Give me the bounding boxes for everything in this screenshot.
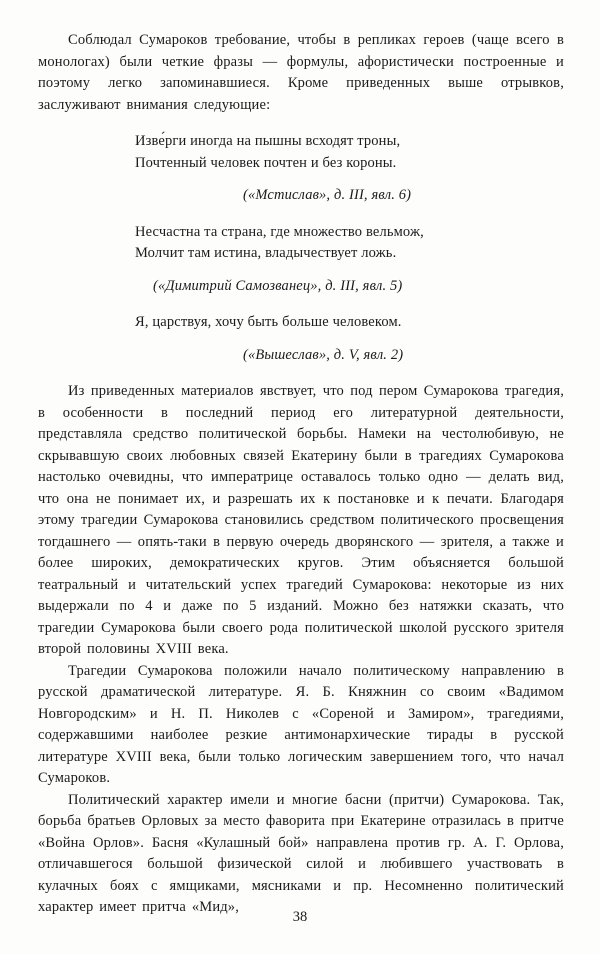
verse-quote (135, 312, 564, 366)
verse-line: Изве́рги иногда на пышны всходят троны, (135, 133, 401, 149)
verse-line: Я, царствуя, хочу быть больше человеком. (135, 314, 402, 330)
page-number: 38 (292, 908, 308, 925)
body-paragraph: Соблюдал Сумароков требование, чтобы в репликах героев (чаще всего в монологах) были четкие фразы — формулы, афористически построенные и поэтому легко запоминавшиеся. Кроме приведенных выше отрывков, заслуживают внимания следующие: (38, 32, 564, 113)
verse-line: Почтенный человек почтен и без короны. (135, 154, 397, 171)
verse-line: Молчит там истина, владычествует ложь. (135, 245, 397, 261)
verse-attribution: («Вышеслав», д. V, явл. 2) (243, 346, 404, 363)
verse-quote (135, 222, 564, 298)
verse-attribution: («Мстислав», д. III, явл. 6) (243, 187, 412, 203)
body-paragraph: Политический характер имели и многие басни (притчи) Сумарокова. Так, борьба братьев Орловых за место фаворита при Екатерине отразилась в притче «Война Орлов». Басня «Кулашный бой» направлена против гр. А. Г. Орлова, отличавшегося большой физической силой и любившего участвовать в кулачных боях с ямщиками, мясниками и пр. Несомненно политический характер имеет притча «Мид», (38, 791, 564, 915)
verse-line: Несчастна та страна, где множество вельмож, (135, 223, 424, 240)
body-paragraph: Из приведенных материалов явствует, что под пером Сумарокова трагедия, в особенности в последний период его литературной деятельности, представляла средство политической борьбы. Намеки на честолюбивую, не скрывавшую своих любовных связей Екатерину были в трагедиях Сумарокова настолько очевидны, что императрице оставалось только одно — делать вид, что она не понимает их, и разрешать их к постановке и к печати. Благодаря этому трагедии Сумарокова становились средством политического просвещения тогдашнего — опять-таки в первую очередь дворянского — зрителя, а также и более широких, демократических кругов. Этим объясняется большой театральный и читательский успех трагедий Сумарокова: некоторые из них выдержали по 4 и даже по 5 изданий. Можно без натяжки сказать, что трагедии Сумарокова были своего рода политической школой русского зрителя второй половины XVIII века. (38, 383, 564, 657)
verse-attribution: («Димитрий Самозванец», д. III, явл. 5) (153, 277, 403, 294)
verse-quote (135, 131, 564, 207)
body-paragraph: Трагедии Сумарокова положили начало политическому направлению в русской драматической литературе. Я. Б. Княжнин со своим «Вадимом Новгородским» и Н. П. Николев с «Сореной и Замиром», трагедиями, содержавшими наиболее резкие антимонархические тирады в русской литературе XVIII века, были только логическим завершением того, что начал Сумароков. (38, 662, 564, 786)
